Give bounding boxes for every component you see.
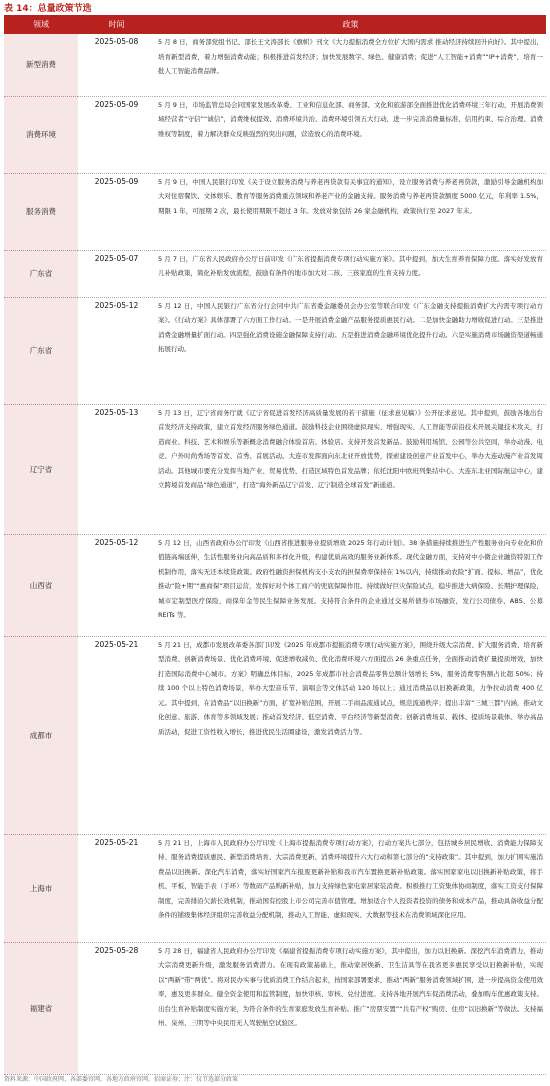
row-area: 消费环境 bbox=[4, 96, 78, 173]
source-note: 资料来源：中国政府网、各部委官网、各地方政府官网、招商证券；注：仅节选部分政策 bbox=[4, 1076, 239, 1083]
table-row bbox=[4, 297, 546, 404]
row-policy: 5 月 13 日，辽宁省商务厅就《辽宁省促进首发经济高质量发展的若干措施（征求意见稿）》公开征求意见。其中提到，鼓励各地出台首发经济支持政策，建立首发经济服务绿色通道。鼓励科技企业围绕虚拟现实、增强现实、人工智能等前沿技术开展关键技术攻关，打造商业、科技、艺术和娱乐等新概念消费融合体验首店、体验店。支持开发首发新品。鼓励利用场馆、公园等公共空间，举办动漫、电竞、户外时尚秀场等首发、首秀、首展活动。大连市发挥面向东北亚开放优势，探索建设创意产业首发中心，举办大连动漫产业首发周活动。其他城市要充分发挥当地产业、贸易优势，打造区域特色首发品牌；依托沈阳中欧班列集结中心、大连东北亚国际航运中心，建立跨境首发商品“绿色通道”，打造“海外新品辽宁首发、辽宁制造全球首发”新通道。 bbox=[155, 404, 546, 534]
row-time: 2025-05-07 bbox=[78, 250, 155, 297]
table-header-row bbox=[4, 15, 546, 34]
header-time: 时间 bbox=[78, 15, 155, 34]
row-policy: 5 月 9 日，市场监管总局会同国家发展改革委、工业和信息化部、商务部、文化和旅游部全面推进优化消费环境三年行动，开展消费领域经营者“守信”“诚信”，消费维权提效、消费环境共治、消费环境引领五大行动，进一步完善消费量标准、信用约束、综合治理、消费维权等制度，着力解决群众反映强烈的突出问题，营造放心的消费环境。 bbox=[155, 96, 546, 173]
row-area: 辽宁省 bbox=[4, 404, 78, 534]
row-time: 2025-05-21 bbox=[78, 636, 155, 834]
row-time: 2025-05-12 bbox=[78, 534, 155, 636]
row-policy: 5 月 9 日，中国人民银行印发《关于设立服务消费与养老再贷款有关事宜的通知》，设立服务消费与养老再贷款，激励引导金融机构加大对住宿餐饮、文体娱乐、教育等服务消费重点领域和养老产业的金融支持。服务消费与养老再贷款额度 5000 亿元，年利率 1.5%，期限 1 年，可展期 2 次，最长使用期限不超过 3 年。发放对象包括 26 家金融机构，政策执行至 2027 年末。 bbox=[155, 173, 546, 250]
table-row bbox=[4, 250, 546, 297]
row-time: 2025-05-09 bbox=[78, 96, 155, 173]
row-area: 上海市 bbox=[4, 834, 78, 942]
table-title: 表 14：总量政策节选 bbox=[4, 4, 92, 14]
row-area: 新型消费 bbox=[4, 34, 78, 96]
row-time: 2025-05-08 bbox=[78, 34, 155, 96]
policy-table bbox=[4, 15, 546, 1075]
row-policy: 5 月 21 日，上海市人民政府办公厅印发《上海市提振消费专项行动方案》，行动方案共七部分，包括城乡居民增收、消费能力保障支持、服务消费提质惠民、新型消费培育、大宗消费更新、消费环境提升六大行动和第七部分的“支持政策”。其中提到，加力扩围实施消费品以旧换新。深化汽车消费，落实好国家汽车报废更新补贴和我市汽车置换更新补贴政策。落实国家家电以旧换新补贴政策，将手机、平板、智能手表（手环）等数码产品购新补贴，加力支持绿色家电家居家装消费。积极推行工资集体协商制度，落实工资支付保障制度，完善排沿欠薪长效机制，推动国有控股上市公司完善市值管理。增加适合个人投资者投资的债务和成本产品，推动具备收益分配条件的铺级集体经济组织完善收益分配机制，推动人工智能、虚拟现实、大数据等技术在消费领域深化应用。 bbox=[155, 834, 546, 942]
row-time: 2025-05-12 bbox=[78, 297, 155, 404]
table-row bbox=[4, 942, 546, 1074]
table-row bbox=[4, 404, 546, 534]
table-row bbox=[4, 636, 546, 834]
row-area: 服务消费 bbox=[4, 173, 78, 250]
table-row bbox=[4, 173, 546, 250]
row-area: 福建省 bbox=[4, 942, 78, 1074]
table-row bbox=[4, 534, 546, 636]
row-time: 2025-05-09 bbox=[78, 173, 155, 250]
table-row bbox=[4, 34, 546, 96]
row-policy: 5 月 21 日，成都市发展改革委各部门印发《2025 年成都市提振消费专项行动实施方案》，围绕升级大宗消费、扩大服务消费、培育新型消费、创新消费场景、优化消费环境、促进增收减负、优化消费环境六方面提出 26 条重点任务，全面推动消费扩量提质增效，加快打造国际消费中心城市。方案》明确总体目标，2025 年成都市社会消费品零售总额计划增长 5%，服务消费零售额占比超 50%；持续 100 个以上特色消费场景，举办大型音乐节、演唱会等文体活动 120 场以上；通过消费品以旧换新政策，力争拉动消费 400 亿元。其中提到，在消费品“以旧换新”方面，扩宽补贴范围，开展二手商品流通试点，规范流通秩序；提出丰富“三城三都”内涵，推动文化创意、旅游、体育等多领域发展；推动首发经济、低空消费、平台经济等新型消费；创新消费场景、载体、提质场景载体、举办高品质活动，促进工资性收入增长，推进优民生活圈建设，激发消费活力等。 bbox=[155, 636, 546, 834]
row-area: 广东省 bbox=[4, 297, 78, 404]
table-row bbox=[4, 834, 546, 942]
row-area: 成都市 bbox=[4, 636, 78, 834]
row-policy: 5 月 28 日，福建省人民政府办公厅印发《福建省提振消费专项行动实施方案》，其中提出，加力以旧换新。深挖汽车消费潜力，推动大宗消费更新升级，激发服务消费潜力。在现有政策基础上，推动家居焕新、卫生洁具等在我省更多惠民享受以旧换新补贴，实现以“两新”带“两优”。将对民办实事与优质消费工作结合起来，按国家部署要求，推动“两新”服务消费领域扩围，进一步提高资金使用效率，惠及更多群众。健全资金使用和监管制度，加快审核、审核、兑付进度。支持各地开展汽车促消费活动，叠加购车优惠政策支持。出台生育补贴制度实施方案，为符合条件的生育家庭发放生育补贴。推广“房票安置”“共有产权”购房、住房“以旧换新”等做法。支持福州、泉州、三明等中央民用无人驾驶航空试验区。 bbox=[155, 942, 546, 1074]
table-row bbox=[4, 96, 546, 173]
row-time: 2025-05-28 bbox=[78, 942, 155, 1074]
row-area: 广东省 bbox=[4, 250, 78, 297]
header-policy: 政策 bbox=[155, 15, 546, 34]
row-policy: 5 月 8 日，商务部党组书记、部长王文涛部长《旗帜》刊文《大力提振消费全方位扩大国内需求 推动经济持续回升向好》。其中提出，培育新型消费，着力增强消费动能；积极推进首发经济；加快发展数字、绿色、健康消费；促进“人工智能+消费”“IP+消费”，培育一批人工智能消费品牌。 bbox=[155, 34, 546, 96]
row-time: 2025-05-13 bbox=[78, 404, 155, 534]
row-policy: 5 月 12 日，山西省政府办公厅印发《山西省推进服务业提质增效 2025 年行动计划》。38 条措施持续推进生产性服务业向专业化和价值链高端延伸，生活性服务业向高品质和多样化升级，构建优质高效的服务业新体系。现代金融方面，支持对中小微企业融资特别工作机制作用，落实无还本续贷政策。政府性融资担保机构支小支农的担保费率保持在 1%以内，持续推动农险“扩面、提标、增品”，优化推动“险+期”“惠商保”项目运营，发挥好对个体工商户的兜底保障作用。持续做好巨灾保险试点，稳步推进大病保险、长期护理保险，城市定制型医疗保险，商保年金等民生保障业务发展。支持符合条件的企业通过交易所债券市场融资，发行公司债券、ABS、公募 REITs 等。 bbox=[155, 534, 546, 636]
header-area: 领域 bbox=[4, 15, 78, 34]
row-policy: 5 月 12 日，中国人民银行广东省分行会同中共广东省委金融委员会办公室等联合印发《广东金融支持提振消费扩大内需专项行动方案》。《行动方案》具体部署了六方面工作行动。一是开展消费金融产品服务提质惠民行动。二是加快金融助力增收促进行动。三是推进消费金融增量扩面行动。四是强化消费设施金融保障支持行动。五是推进消费金融环境优化提升行动。六是实施消费市场融资渠道畅通拓展行动。 bbox=[155, 297, 546, 404]
row-area: 山西省 bbox=[4, 534, 78, 636]
row-time: 2025-05-21 bbox=[78, 834, 155, 942]
row-policy: 5 月 7 日，广东省人民政府办公厅日前印发《广东省提振消费专项行动实施方案》。其中提到，加大生育养育保障力度。落实好发放育儿补贴政策，简化补贴发放流程，鼓励有条件的地市加大对二孩、三孩家庭的生育支持力度。 bbox=[155, 250, 546, 297]
